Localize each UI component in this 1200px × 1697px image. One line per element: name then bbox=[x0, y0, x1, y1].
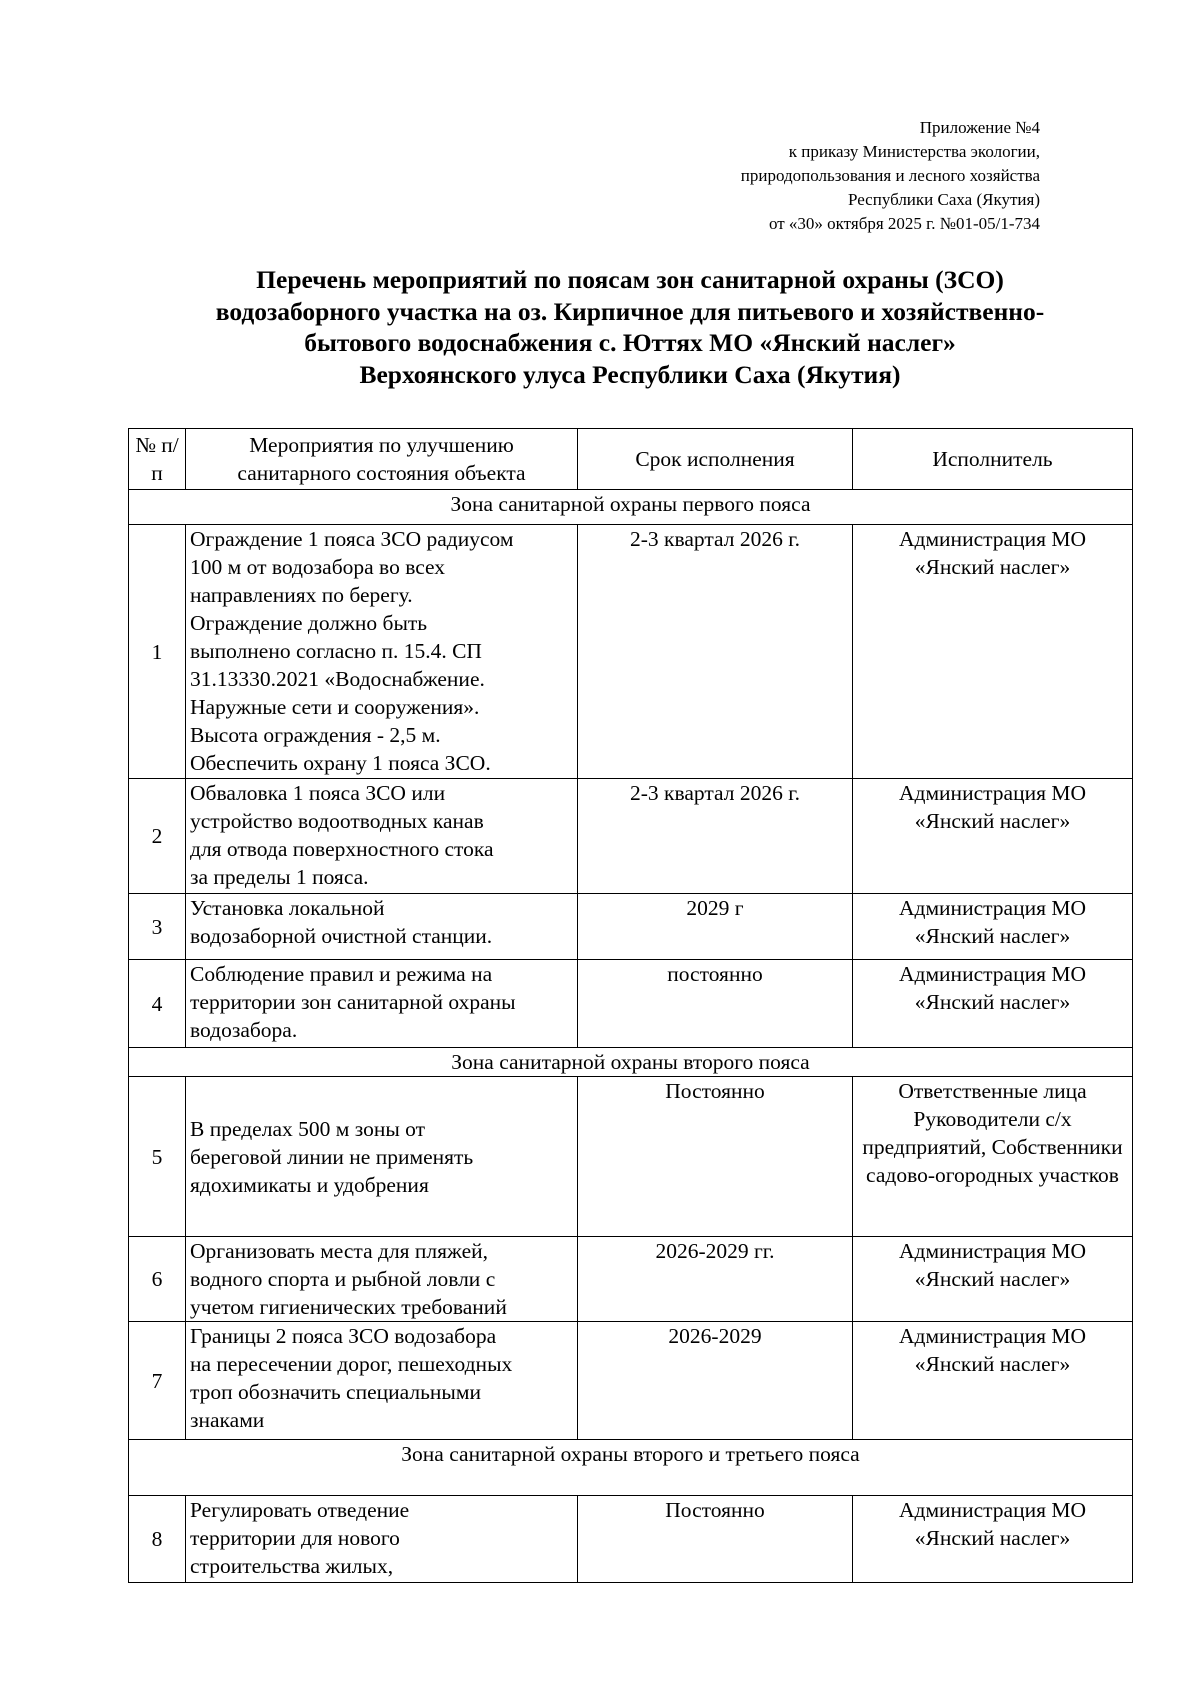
activity-line: выполнено согласно п. 15.4. СП bbox=[190, 639, 482, 663]
activity-line: 100 м от водозабора во всех bbox=[190, 555, 446, 579]
title-line: водозаборного участка на оз. Кирпичное для питьевого и хозяйственно- bbox=[215, 296, 1045, 326]
activity-line: Ограждение должно быть bbox=[190, 611, 428, 635]
row-term: 2-3 квартал 2026 г. bbox=[578, 525, 853, 779]
table-row bbox=[129, 960, 1133, 1048]
row-executor: Администрация МО «Янский наслег» bbox=[853, 1322, 1133, 1440]
row-executor: Администрация МО «Янский наслег» bbox=[853, 1237, 1133, 1322]
table-row bbox=[129, 1496, 1133, 1583]
row-activity bbox=[186, 1496, 578, 1583]
table-row bbox=[129, 1322, 1133, 1440]
section-row bbox=[129, 1440, 1133, 1496]
row-num: 3 bbox=[129, 894, 186, 960]
activity-line: Соблюдение правил и режима на bbox=[190, 962, 493, 986]
activity-line: Обеспечить охрану 1 пояса ЗСО. bbox=[190, 751, 491, 775]
row-executor: Ответственные лица Руководители с/х предприятий, Собственники садово-огородных участков bbox=[853, 1077, 1133, 1237]
title-line: Перечень мероприятий по поясам зон санитарной охраны (ЗСО) bbox=[256, 265, 1004, 294]
row-activity bbox=[186, 1077, 578, 1237]
appendix-line: к приказу Министерства экологии, bbox=[788, 142, 1040, 161]
appendix-line: Республики Саха (Якутия) bbox=[847, 190, 1040, 209]
row-executor: Администрация МО «Янский наслег» bbox=[853, 525, 1133, 779]
section-row bbox=[129, 490, 1133, 525]
header-term: Срок исполнения bbox=[578, 429, 853, 490]
appendix-line: природопользования и лесного хозяйства bbox=[740, 166, 1040, 185]
row-num: 1 bbox=[129, 525, 186, 779]
activity-line: В пределах 500 м зоны от bbox=[190, 1116, 426, 1141]
section-zone2: Зона санитарной охраны второго пояса bbox=[129, 1048, 1133, 1077]
row-num: 7 bbox=[129, 1322, 186, 1440]
activity-line: знаками bbox=[190, 1408, 265, 1432]
row-term: Постоянно bbox=[578, 1077, 853, 1237]
activity-line: территории зон санитарной охраны bbox=[190, 990, 516, 1014]
table-row bbox=[129, 894, 1133, 960]
table-row bbox=[129, 1077, 1133, 1237]
row-num: 2 bbox=[129, 779, 186, 894]
activity-line: водозаборной очистной станции. bbox=[190, 924, 493, 948]
appendix-block bbox=[520, 116, 1040, 236]
appendix-line: от «30» октября 2025 г. №01-05/1-734 bbox=[768, 214, 1040, 233]
header-activity: Мероприятия по улучшению санитарного состояния объекта bbox=[186, 429, 578, 490]
activity-line: троп обозначить специальными bbox=[190, 1380, 481, 1404]
header-num: № п/п bbox=[129, 429, 186, 490]
activity-line: территории для нового bbox=[190, 1526, 400, 1550]
row-activity bbox=[186, 960, 578, 1048]
section-row bbox=[129, 1048, 1133, 1077]
table-header-row bbox=[129, 429, 1133, 490]
table-row bbox=[129, 779, 1133, 894]
row-num: 5 bbox=[129, 1077, 186, 1237]
measures-table bbox=[128, 428, 1133, 1583]
activity-line: на пересечении дорог, пешеходных bbox=[190, 1352, 513, 1376]
row-term: постоянно bbox=[578, 960, 853, 1048]
row-executor: Администрация МО «Янский наслег» bbox=[853, 894, 1133, 960]
row-activity bbox=[186, 894, 578, 960]
row-num: 6 bbox=[129, 1237, 186, 1322]
row-activity bbox=[186, 1237, 578, 1322]
activity-line: за пределы 1 пояса. bbox=[190, 865, 369, 889]
activity-line: ядохимикаты и удобрения bbox=[190, 1172, 429, 1197]
activity-line: Установка локальной bbox=[190, 896, 385, 920]
activity-line: Наружные сети и сооружения». bbox=[190, 695, 480, 719]
document-title bbox=[130, 264, 1130, 390]
row-term: Постоянно bbox=[578, 1496, 853, 1583]
title-line: Верхоянского улуса Республики Саха (Якутия) bbox=[359, 359, 901, 389]
title-line: бытового водоснабжения с. Юттях МО «Янский наслег» bbox=[304, 328, 956, 357]
activity-line: Регулировать отведение bbox=[190, 1498, 410, 1522]
table-row bbox=[129, 1237, 1133, 1322]
activity-line: береговой линии не применять bbox=[190, 1144, 474, 1169]
row-term: 2026-2029 bbox=[578, 1322, 853, 1440]
section-zone23: Зона санитарной охраны второго и третьего пояса bbox=[129, 1440, 1133, 1496]
row-executor: Администрация МО «Янский наслег» bbox=[853, 960, 1133, 1048]
row-num: 4 bbox=[129, 960, 186, 1048]
activity-line: 31.13330.2021 «Водоснабжение. bbox=[190, 667, 485, 691]
row-num: 8 bbox=[129, 1496, 186, 1583]
row-term: 2026-2029 гг. bbox=[578, 1237, 853, 1322]
row-executor: Администрация МО «Янский наслег» bbox=[853, 1496, 1133, 1583]
header-executor: Исполнитель bbox=[853, 429, 1133, 490]
activity-line: учетом гигиенических требований bbox=[190, 1295, 507, 1319]
section-zone1: Зона санитарной охраны первого пояса bbox=[129, 490, 1133, 525]
activity-line: Организовать места для пляжей, bbox=[190, 1239, 489, 1263]
activity-line: водозабора. bbox=[190, 1018, 298, 1042]
row-activity bbox=[186, 779, 578, 894]
activity-line: строительства жилых, bbox=[190, 1554, 394, 1578]
table-row bbox=[129, 525, 1133, 779]
activity-line: Высота ограждения - 2,5 м. bbox=[190, 723, 441, 747]
appendix-line: Приложение №4 bbox=[919, 118, 1040, 137]
activity-line: устройство водоотводных канав bbox=[190, 809, 484, 833]
activity-line: водного спорта и рыбной ловли с bbox=[190, 1267, 496, 1291]
activity-line: направлениях по берегу. bbox=[190, 583, 413, 607]
row-term: 2-3 квартал 2026 г. bbox=[578, 779, 853, 894]
row-activity bbox=[186, 525, 578, 779]
row-executor: Администрация МО «Янский наслег» bbox=[853, 779, 1133, 894]
row-term: 2029 г bbox=[578, 894, 853, 960]
activity-line: для отвода поверхностного стока bbox=[190, 837, 494, 861]
activity-line: Границы 2 пояса ЗСО водозабора bbox=[190, 1324, 497, 1348]
activity-line: Обваловка 1 пояса ЗСО или bbox=[190, 781, 446, 805]
row-activity bbox=[186, 1322, 578, 1440]
activity-line: Ограждение 1 пояса ЗСО радиусом bbox=[190, 527, 514, 551]
